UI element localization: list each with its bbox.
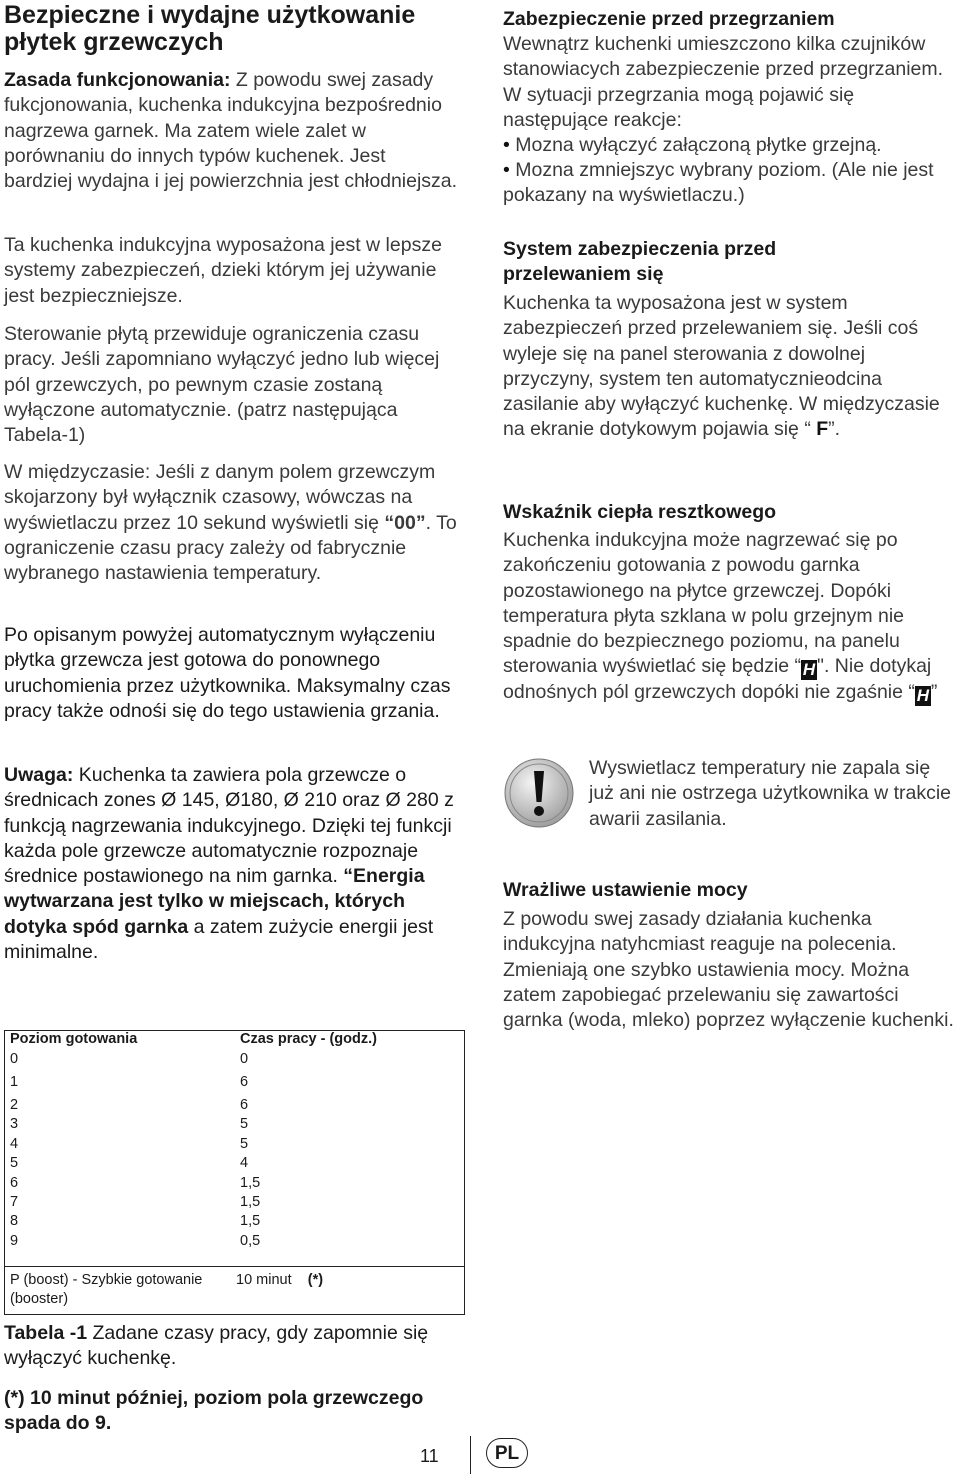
intro-text: Z powodu swej zasady fukcjonowania, kuchenka indukcyjna bezpośrednio nagrzewa garnek. Ma zatem wiele zalet w porównaniu do innych typów kuchenek. Jest bardziej wydajna i jej powierzchnia jest chłodniejsza. [4,69,458,193]
table-row [4,1135,465,1154]
spill-text-a: Kuchenka ta wyposażona jest w system zabezpieczeń przed przelewaniem się. Jeśli coś wyleje się na panel sterowania z dowolnej przyczyny, system ten automatycznieodcina zasilanie aby wyłączyć kuchenkę. W międzyczasie na ekranie dotykowym pojawia się “ [503,292,940,441]
cell-time: 1,5 [240,1193,261,1210]
residual-text-c: ” [930,681,938,704]
timer-text-a: W międzyczasie: Jeśli z danym polem grzewczym skojarzony był wyłącznik czasowy, wówczas na wyświetlaczu przez 10 sekund wyświetli się [4,461,436,534]
table-divider [4,1266,465,1267]
cell-level: 5 [10,1155,19,1172]
overheat-bullet-2 [503,158,959,209]
table-row [4,1193,465,1212]
cell-level: 2 [10,1097,19,1113]
residual-heat-h-icon: H [916,686,930,706]
table-header-time: Czas pracy - (godz.) [240,1031,377,1047]
timer-text-b: . To ograniczenie czasu pracy zależy od fabrycznie wybranego nastawienia temperatury. [4,511,457,585]
warning-icon [503,757,575,829]
note-text-a: Kuchenka ta zawiera pola grzewcze o średnicach zones Ø 145, Ø180, Ø 210 oraz Ø 280 z funkcją nagrzewania indukcyjnego. Dzięki tej funkcji każda pole grzewcze automatycznie rozpoznaje średnice postawionego na nim garnka. [4,764,454,888]
table-header-level: Poziom gotowania [10,1031,138,1047]
safety-paragraph: Ta kuchenka indukcyjna wyposażona jest w lepsze systemy zabezpieczeń, dzieki którym jej używanie jest bezpieczniejsze. [4,234,442,307]
boost-time-value: 10 minut [236,1272,292,1288]
spill-paragraph [503,291,959,443]
boost-time [236,1271,323,1290]
table-caption-text: Zadane czasy pracy, gdy zapomnie się wyłączyć kuchenkę. [4,1322,429,1370]
cell-level: 3 [10,1116,19,1133]
power-setting-paragraph: Z powodu swej zasady działania kuchenka indukcyjna natyhcmiast reaguje na polecenia. Zmieniają one szybko ustawienia mocy. Można zatem zapobiegać przelewaniu się zawartości garnka (woda, mleko) poprzez wyłączenie kuchenki. [503,908,954,1032]
boost-mark: (*) [307,1272,324,1288]
timer-paragraph [4,460,459,586]
cell-time: 0 [240,1051,249,1067]
power-setting-heading: Wrażliwe ustawienie mocy [503,879,748,901]
time-limit-paragraph: Sterowanie płytą przewiduje ograniczenia czasu pracy. Jeśli zapomniano wyłączyć jedno lub więcej pól grzewczych, po pewnym czasie zostaną wyłączone automatycznie. (patrz następująca Tabela-1) [4,323,440,447]
note-lead: Uwaga: [4,764,74,786]
warning-text: Wyswietlacz temperatury nie zapala się już ani nie ostrzega użytkownika w trakcie awarii zasilania. [589,757,951,830]
cell-time: 6 [240,1097,249,1113]
table-caption [4,1321,464,1372]
table-row [4,1096,465,1115]
note-text-b: a zatem zużycie energii jest minimalne. [4,915,434,964]
bullet-2-text: Mozna zmniejszyc wybrany poziom. (Ale nie jest pokazany na wyświetlaczu.) [503,159,934,207]
residual-heat-heading: Wskaźnik ciepła resztkowego [503,501,777,523]
overheat-paragraph: Wewnątrz kuchenki umieszczono kilka czujników stanowiacych zabezpieczenie przed przegrzaniem. W sytuacji przegrzania mogą pojawić się następujące reakcje: [503,33,944,131]
cell-level: 9 [10,1232,19,1249]
table-row [4,1050,465,1073]
table-row [4,1232,465,1251]
bullet-1-text: Mozna wyłączyć załączoną płytke grzejną. [515,134,882,156]
cell-time: 1,5 [240,1213,261,1230]
spill-heading: System zabezpieczenia przed przelewaniem się [503,238,777,285]
table-footnote: (*) 10 minut później, poziom pola grzewczego spada do 9. [4,1387,424,1435]
cell-level: 7 [10,1193,19,1210]
table-caption-lead: Tabela -1 [4,1322,88,1344]
cell-level: 0 [10,1051,19,1067]
cell-level: 8 [10,1213,19,1230]
table-row [4,1073,465,1096]
boost-label: P (boost) - Szybkie gotowanie (booster) [10,1272,203,1307]
cell-time: 6 [240,1074,249,1090]
cell-time: 5 [240,1135,249,1152]
note-bold: “Energia wytwarzana jest tylko w miejscach, których dotyka spód garnka [4,865,425,938]
cell-level: 6 [10,1174,19,1191]
page-title: Bezpieczne i wydajne użytkowanie płytek grzewczych [4,1,416,56]
page-number: 11 [420,1446,439,1466]
cell-time: 5 [240,1116,249,1133]
intro-paragraph [4,68,459,194]
bullet-icon: • [503,159,516,181]
note-paragraph [4,763,464,965]
residual-heat-h-icon: H [802,660,816,680]
restart-paragraph: Po opisanym powyżej automatycznym wyłączeniu płytka grzewcza jest gotowa do ponownego uruchomienia przez użytkownika. Maksymalny czas pracy także odnośi się do tego ustawienia grzania. [4,624,451,722]
cell-level: 4 [10,1135,19,1152]
table-body [4,1050,465,1251]
cell-time: 1,5 [240,1174,261,1191]
residual-text-b: ". Nie dotykaj odnośnych pól grzewczych dopóki nie zgaśnie “ [503,655,932,704]
spill-code: F [810,418,829,441]
bullet-icon: • [503,134,516,156]
overheat-bullet-1 [503,133,959,158]
table-row [4,1212,465,1231]
table-row [4,1154,465,1173]
residual-heat-paragraph [503,528,960,706]
footer-divider [470,1436,471,1474]
cell-time: 0,5 [240,1232,261,1249]
language-badge: PL [486,1438,528,1468]
residual-text-a: Kuchenka indukcyjna może nagrzewać się po zakończeniu gotowania z powodu garnka pozostawionego na płytce grzewczej. Dopóki temperatura płyta szklana w polu grzejnym nie spadnie do bezpiecznego poziomu, na panelu sterowania wyświetlać się będzie “ [503,529,905,678]
timer-code: “00” [384,511,426,534]
cell-level: 1 [10,1074,19,1090]
table-row [4,1115,465,1134]
intro-lead: Zasada funkcjonowania: [4,69,231,91]
spill-text-b: ”. [828,418,841,441]
overheat-heading: Zabezpieczenie przed przegrzaniem [503,8,835,30]
operating-time-table [4,1031,465,1251]
cell-time: 4 [240,1155,249,1172]
table-row [4,1174,465,1193]
